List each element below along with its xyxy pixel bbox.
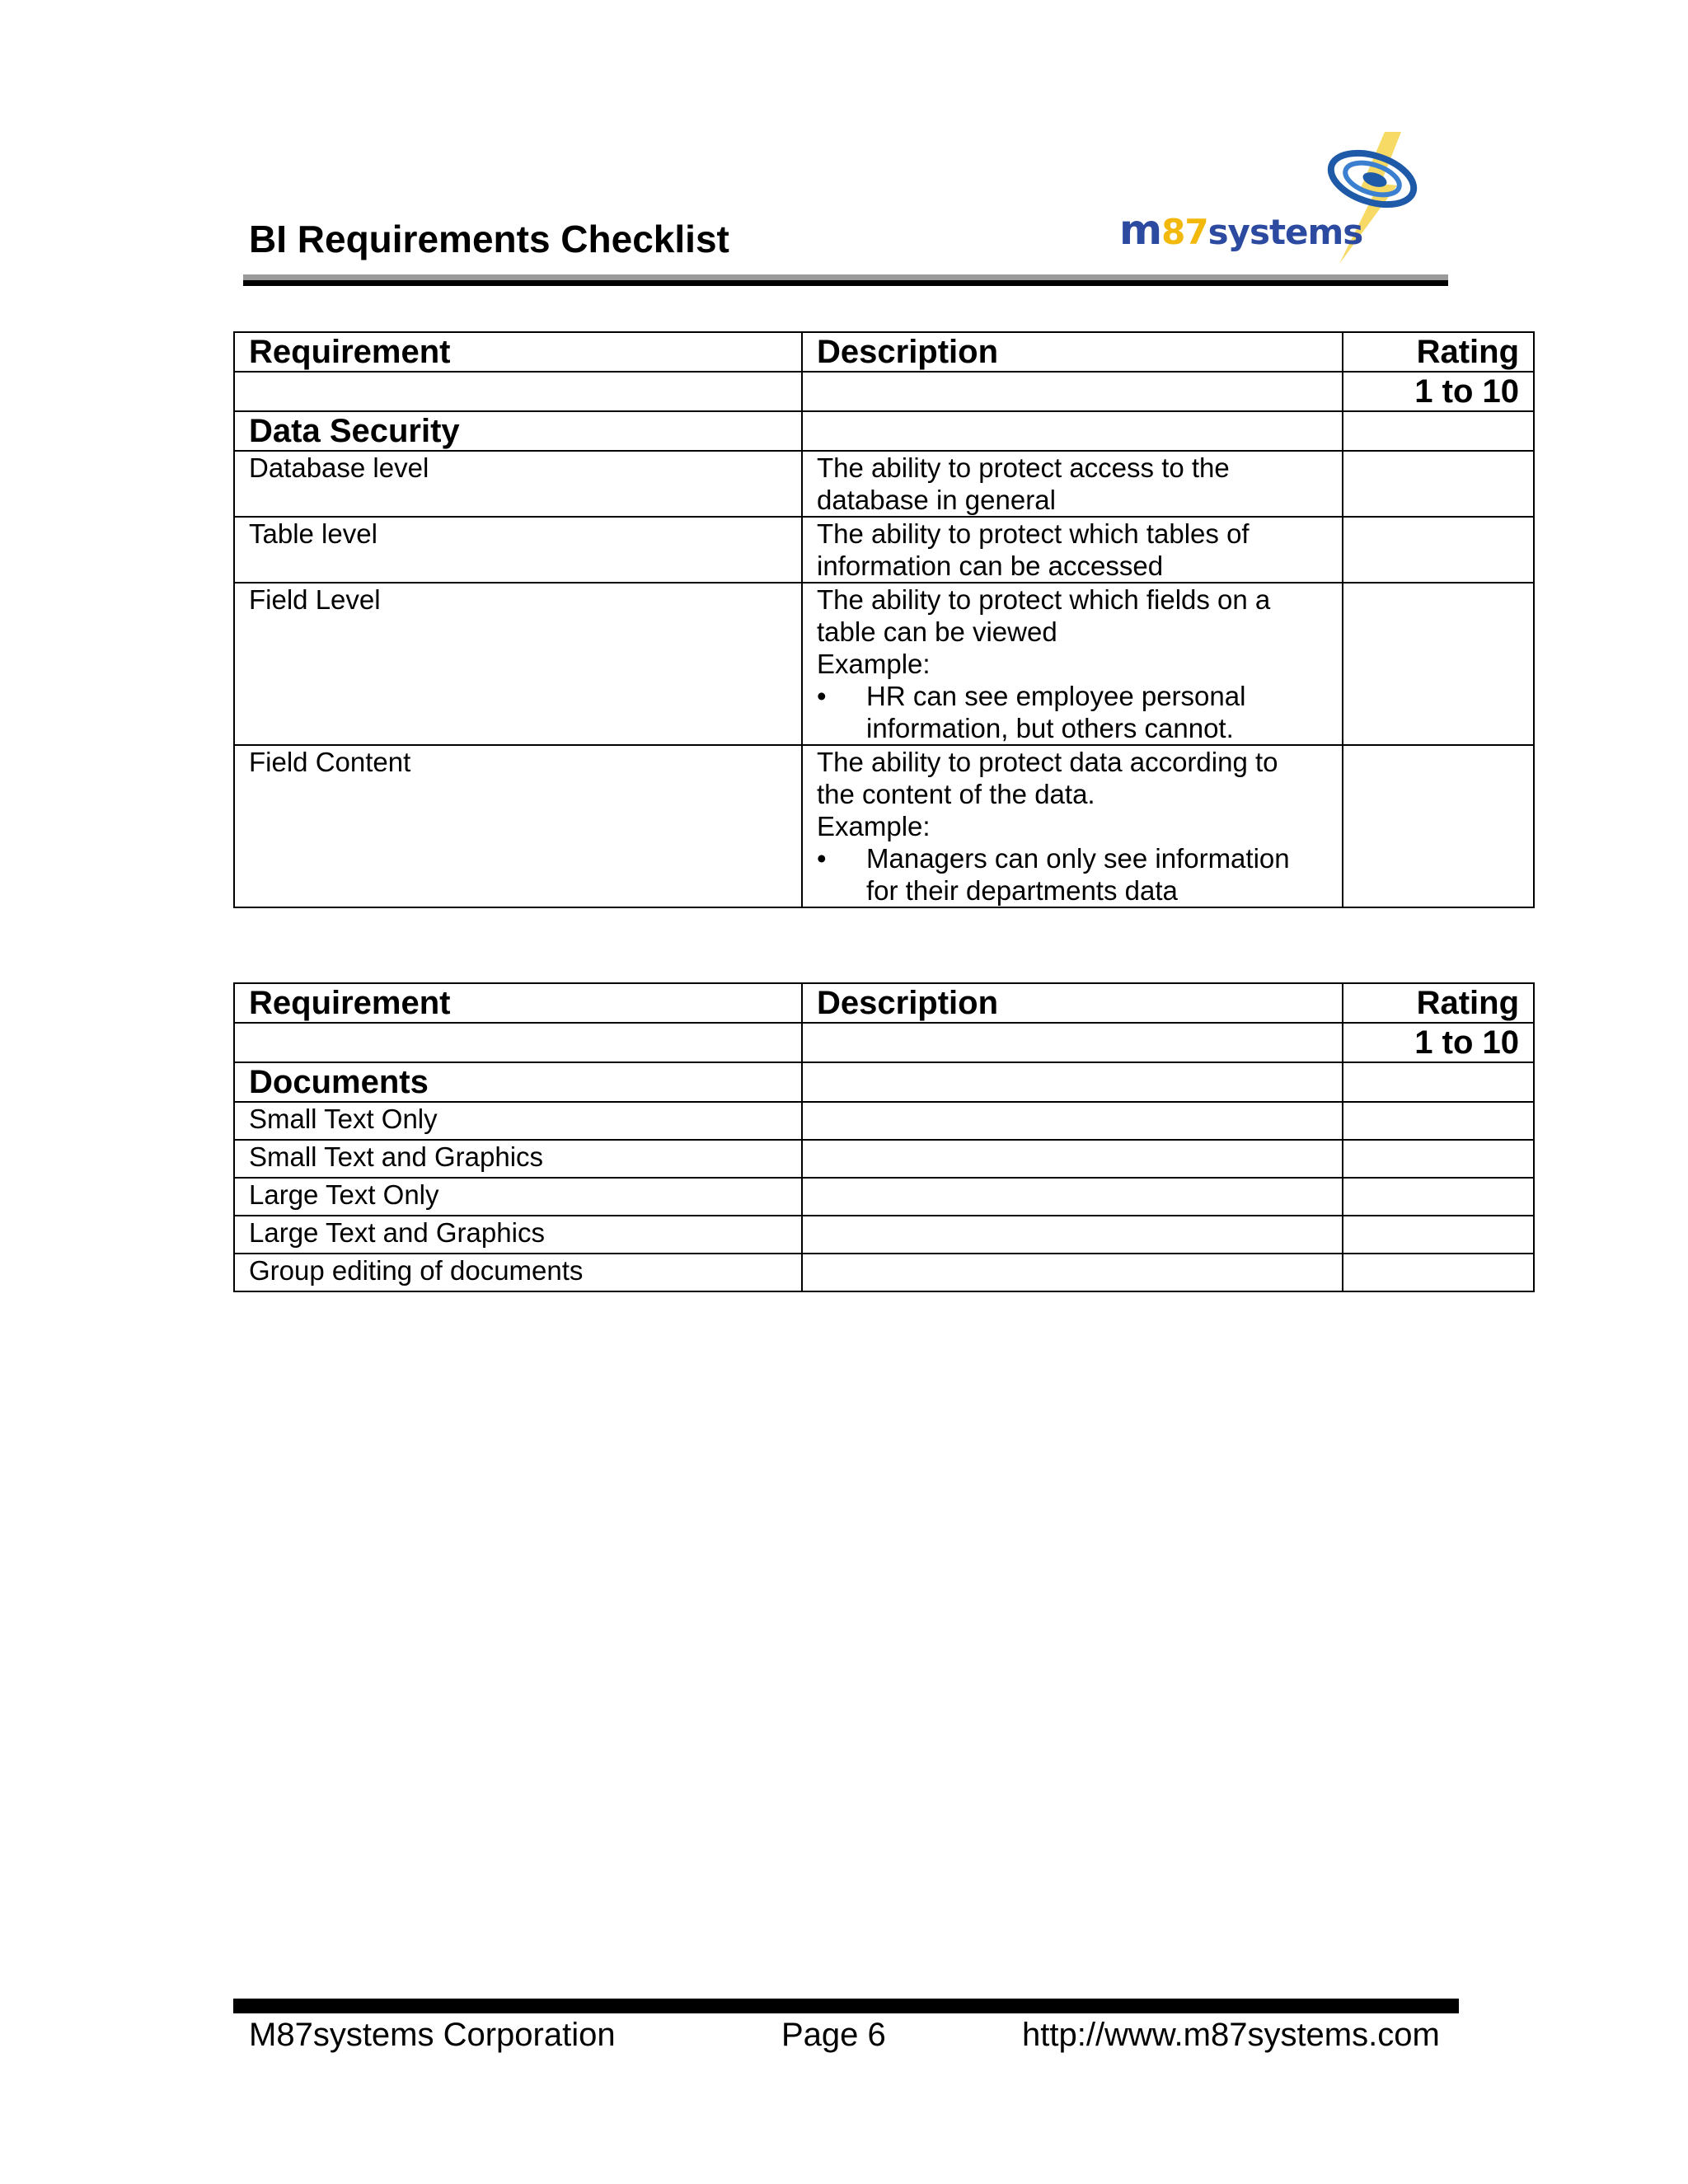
header-rule-dark	[243, 280, 1448, 286]
requirement-cell: Table level	[234, 517, 802, 583]
footer-company: M87systems Corporation	[249, 2017, 616, 2053]
company-logo	[1113, 128, 1442, 268]
description-cell	[802, 1140, 1343, 1178]
description-cell	[802, 1254, 1343, 1291]
col-requirement: Requirement	[234, 332, 802, 372]
table-row	[234, 745, 1534, 907]
rating-scale: 1 to 10	[1343, 372, 1534, 411]
bullet-icon: •	[817, 681, 827, 711]
table-subheader-row	[234, 372, 1534, 411]
table-row	[234, 1254, 1534, 1291]
description-cell: The ability to protect access to the database in general	[802, 451, 1343, 517]
description-cell: The ability to protect data according to the content of the data. Example: • Managers can only see information for their departments data	[802, 745, 1343, 907]
requirement-cell: Database level	[234, 451, 802, 517]
description-cell: The ability to protect which tables of information can be accessed	[802, 517, 1343, 583]
list-item: • Managers can only see information for their departments data	[817, 843, 1290, 906]
requirement-cell: Small Text Only	[234, 1102, 802, 1140]
documents-table	[233, 982, 1535, 1292]
table-subheader-row	[234, 1023, 1534, 1062]
rating-cell	[1343, 1140, 1534, 1178]
footer-page-number: Page 6	[781, 2017, 886, 2053]
section-row	[234, 1062, 1534, 1102]
col-rating: Rating	[1343, 332, 1534, 372]
data-security-table	[233, 331, 1535, 908]
table-row	[234, 451, 1534, 517]
section-title: Documents	[249, 1064, 429, 1100]
requirement-cell: Large Text and Graphics	[234, 1216, 802, 1254]
footer-url-link[interactable]: http://www.m87systems.com	[1022, 2017, 1440, 2053]
col-rating: Rating	[1343, 983, 1534, 1023]
col-requirement: Requirement	[234, 983, 802, 1023]
requirement-cell: Field Level	[234, 583, 802, 745]
rating-scale: 1 to 10	[1343, 1023, 1534, 1062]
requirement-cell: Small Text and Graphics	[234, 1140, 802, 1178]
table-header-row	[234, 332, 1534, 372]
section-row	[234, 411, 1534, 451]
description-cell	[802, 1102, 1343, 1140]
rating-cell	[1343, 451, 1534, 517]
table-header-row	[234, 983, 1534, 1023]
list-item: • HR can see employee personal information, but others cannot.	[817, 681, 1246, 743]
col-description: Description	[802, 983, 1343, 1023]
table-row	[234, 583, 1534, 745]
header-rule-light	[243, 274, 1448, 280]
description-cell: The ability to protect which fields on a table can be viewed Example: • HR can see employee personal information, but others cannot.	[802, 583, 1343, 745]
table-row	[234, 1216, 1534, 1254]
bullet-icon: •	[817, 843, 827, 874]
rating-cell	[1343, 1216, 1534, 1254]
requirement-cell: Large Text Only	[234, 1178, 802, 1216]
logo-wordmark: m87systems	[1119, 206, 1363, 254]
rating-cell	[1343, 1254, 1534, 1291]
footer-rule	[233, 1999, 1459, 2013]
rating-cell	[1343, 583, 1534, 745]
section-title: Data Security	[249, 413, 460, 449]
requirement-cell: Group editing of documents	[234, 1254, 802, 1291]
rating-cell	[1343, 745, 1534, 907]
requirement-cell: Field Content	[234, 745, 802, 907]
rating-cell	[1343, 1102, 1534, 1140]
rating-cell	[1343, 1178, 1534, 1216]
rating-cell	[1343, 517, 1534, 583]
col-description: Description	[802, 332, 1343, 372]
table-row	[234, 1178, 1534, 1216]
description-cell	[802, 1216, 1343, 1254]
page-title: BI Requirements Checklist	[249, 218, 729, 260]
description-cell	[802, 1178, 1343, 1216]
table-row	[234, 1140, 1534, 1178]
table-row	[234, 517, 1534, 583]
table-row	[234, 1102, 1534, 1140]
